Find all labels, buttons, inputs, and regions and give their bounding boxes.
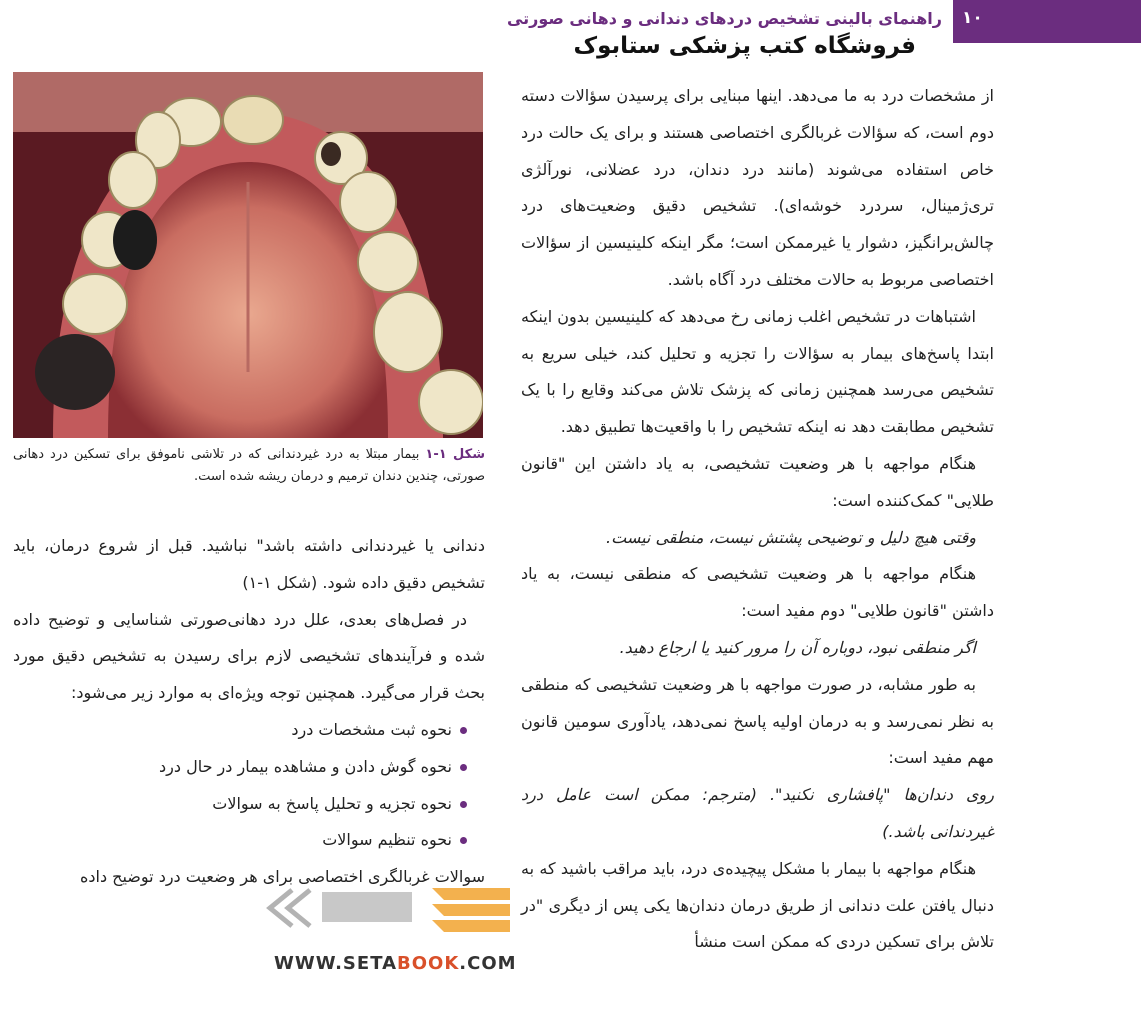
left-column	[13, 528, 485, 896]
list-item: نحوه تجزیه و تحلیل پاسخ به سوالات	[13, 786, 467, 823]
figure-caption-text: بیمار مبتلا به درد غیردندانی که در تلاشی ناموفق برای تسکین درد دهانی صورتی، چندین دندان ترمیم و درمان ریشه شده است.	[13, 447, 485, 484]
list-item: نحوه تنظیم سوالات	[13, 822, 467, 859]
right-column	[521, 78, 994, 961]
paragraph: اشتباهات در تشخیص اغلب زمانی رخ می‌دهد که کلینیسین بدون اینکه ابتدا پاسخ‌های بیمار به سؤالات را تجزیه و تحلیل کند، خیلی سریع به تشخیص می‌رسد همچنین زمانی که پزشک تلاش می‌کند وقایع را با یک تشخیص مطابقت دهد نه اینکه تشخیص را با واقعیت‌ها تطبیق دهد.	[521, 306, 994, 437]
paragraph: به طور مشابه، در صورت مواجهه با هر وضعیت تشخیصی که منطقی به نظر نمی‌رسد و به درمان اولیه پاسخ نمی‌دهد، یادآوری سومین قانون مهم مفید است:	[521, 674, 994, 768]
paragraph: هنگام مواجهه با هر وضعیت تشخیصی که منطقی نیست، به یاد داشتن "قانون طلایی" دوم مفید است:	[521, 564, 994, 621]
list-item: نحوه ثبت مشخصات درد	[13, 712, 467, 749]
bullet-icon	[460, 764, 467, 771]
setabook-logo-icon	[262, 878, 512, 938]
paragraph: هنگام مواجهه با هر وضعیت تشخیصی، به یاد داشتن این "قانون طلایی" کمک‌کننده است:	[521, 453, 994, 510]
golden-rule-2: اگر منطقی نبود، دوباره آن را مرور کنید یا ارجاع دهید.	[619, 637, 976, 657]
figure-label: شکل ۱-۱	[425, 447, 485, 462]
bullet-icon	[460, 727, 467, 734]
golden-rule-3: روی دندان‌ها "پافشاری نکنید". (مترجم: ممکن است عامل درد غیردندانی باشد.)	[521, 785, 994, 841]
book-title: راهنمای بالینی تشخیص دردهای دندانی و دهانی صورتی	[506, 9, 942, 28]
golden-rule-1: وقتی هیچ دلیل و توضیحی پشتش نیست، منطقی نیست.	[606, 527, 976, 547]
figure-caption	[13, 444, 485, 488]
paragraph: از مشخصات درد به ما می‌دهد. اینها مبنایی برای پرسیدن سؤالات دسته دوم است، که سؤالات غربالگری اختصاصی هستند و برای یک حالت درد خاص استفاده می‌شوند (مانند درد دندان، درد عضلانی، نورآلژی تری‌ژمینال، سردرد خوشه‌ای). تشخیص دقیق وضعیت‌های درد چالش‌برانگیز، دشوار یا غیرممکن است؛ مگر اینکه کلینیسین از سؤالات اختصاصی مربوط به حالات مختلف درد آگاه باشد.	[521, 86, 994, 289]
store-name: فروشگاه کتب پزشکی ستابوک	[573, 33, 916, 59]
watermark-url: WWW.SETABOOK.COM	[274, 953, 517, 974]
paragraph: هنگام مواجهه با بیمار با مشکل پیچیده‌ی درد، باید مراقب باشید که به دنبال یافتن علت دندانی از طریق درمان دندان‌ها یکی پس از دیگری "در تلاش برای تسکین دردی که ممکن است منشأ	[521, 858, 994, 952]
page-number: ۱۰	[962, 8, 983, 28]
list-item: نحوه گوش دادن و مشاهده بیمار در حال درد	[13, 749, 467, 786]
bullet-list	[13, 712, 485, 859]
bullet-icon	[460, 837, 467, 844]
paragraph: سوالات غربالگری اختصاصی برای هر وضعیت درد توضیح داده	[79, 867, 485, 887]
paragraph: در فصل‌های بعدی، علل درد دهانی‌صورتی شناسایی و توضیح داده شده و فرآیندهای تشخیصی لازم برای رسیدن به تشخیص دقیق مورد بحث قرار می‌گیرد. همچنین توجه ویژه‌ای به موارد زیر می‌شود:	[13, 609, 485, 703]
bullet-icon	[460, 801, 467, 808]
paragraph: دندانی یا غیردندانی داشته باشد" نباشید. قبل از شروع درمان، باید تشخیص دقیق داده شود. (شکل ۱-۱)	[13, 536, 485, 592]
dental-photo	[13, 72, 483, 438]
